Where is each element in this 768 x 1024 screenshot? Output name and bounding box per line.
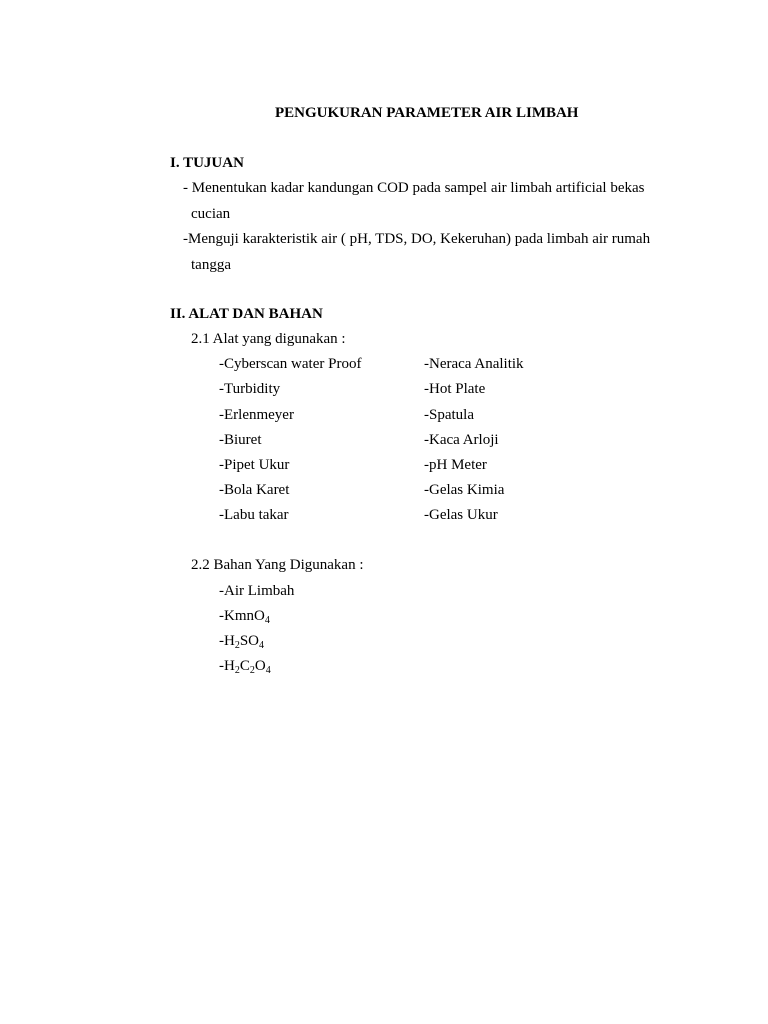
- formula-text: -H: [219, 633, 235, 649]
- tool-item-right: -Kaca Arloji: [424, 432, 499, 448]
- tujuan-item-2-line-2: tangga: [191, 257, 231, 273]
- tujuan-item-1-line-2: cucian: [191, 206, 231, 222]
- tool-item-right: -pH Meter: [424, 457, 487, 473]
- tool-item-left: -Bola Karet: [219, 482, 290, 498]
- material-item: -Air Limbah: [219, 583, 295, 599]
- formula-subscript: 4: [265, 665, 271, 676]
- formula-text: -H: [219, 658, 235, 674]
- tool-item-left: -Erlenmeyer: [219, 407, 294, 423]
- subsection-heading-alat: 2.1 Alat yang digunakan :: [191, 331, 346, 347]
- formula-subscript: 2: [234, 640, 240, 651]
- formula-text: O: [254, 658, 266, 674]
- tujuan-item-2-line-1: -Menguji karakteristik air ( pH, TDS, DO, Kekeruhan) pada limbah air rumah: [183, 231, 651, 247]
- formula-text: SO: [239, 633, 260, 649]
- tool-item-right: -Spatula: [424, 407, 474, 423]
- tool-item-left: -Cyberscan water Proof: [219, 356, 362, 372]
- tool-item-right: -Gelas Ukur: [424, 507, 498, 523]
- formula-text: C: [239, 658, 250, 674]
- tool-item-left: -Pipet Ukur: [219, 457, 290, 473]
- subsection-heading-bahan: 2.2 Bahan Yang Digunakan :: [191, 557, 364, 573]
- formula-text: -KmnO: [219, 608, 265, 624]
- tool-item-right: -Gelas Kimia: [424, 482, 505, 498]
- material-item: [219, 657, 271, 675]
- section-heading-tujuan: I. TUJUAN: [170, 155, 244, 171]
- tujuan-item-1-line-1: - Menentukan kadar kandungan COD pada sampel air limbah artificial bekas: [183, 180, 645, 196]
- formula-subscript: 4: [259, 640, 265, 651]
- tool-item-left: -Biuret: [219, 432, 262, 448]
- material-item: [219, 632, 264, 650]
- tool-item-left: -Labu takar: [219, 507, 289, 523]
- formula-subscript: 2: [234, 665, 240, 676]
- tool-item-right: -Neraca Analitik: [424, 356, 524, 372]
- tool-item-left: -Turbidity: [219, 381, 281, 397]
- formula-subscript: 4: [264, 615, 270, 626]
- material-item: [219, 607, 270, 625]
- section-heading-alat-dan-bahan: II. ALAT DAN BAHAN: [170, 306, 323, 322]
- tool-item-right: -Hot Plate: [424, 381, 486, 397]
- formula-subscript: 2: [249, 665, 255, 676]
- page-title: PENGUKURAN PARAMETER AIR LIMBAH: [275, 105, 579, 121]
